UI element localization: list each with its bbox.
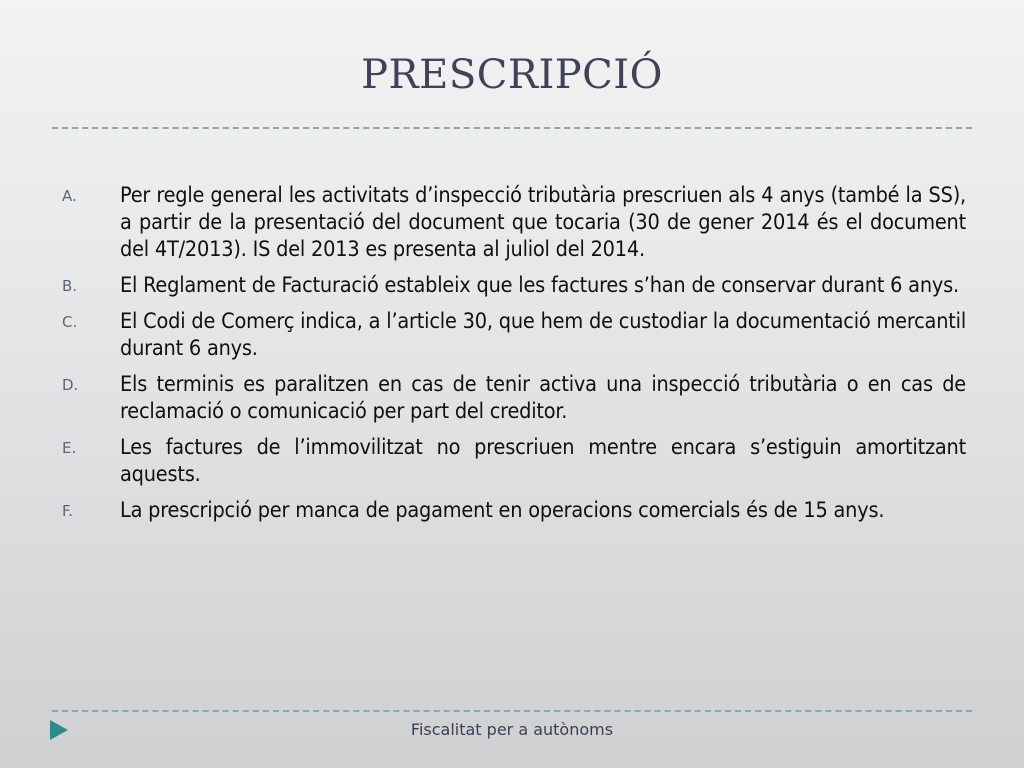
bullet-list: [54, 182, 966, 533]
list-item-text: El Reglament de Facturació estableix que les factures s’han de conservar durant 6 anys.: [120, 273, 959, 298]
footer-divider: [52, 710, 972, 712]
list-marker: B.: [62, 277, 78, 295]
list-item-e: [54, 434, 966, 488]
title-divider: [52, 127, 972, 129]
list-marker: C.: [62, 313, 78, 331]
list-marker: F.: [62, 502, 73, 520]
list-marker: E.: [62, 439, 77, 457]
list-item-text: Les factures de l’immovilitzat no prescriuen mentre encara s’estiguin amortitzant aquests.: [120, 435, 966, 487]
list-item-b: [54, 272, 966, 299]
list-item-a: [54, 182, 966, 263]
list-item-text: Els terminis es paralitzen en cas de tenir activa una inspecció tributària o en cas de reclamació o comunicació per part del creditor.: [120, 372, 966, 424]
list-item-f: [54, 497, 966, 524]
list-item-text: La prescripció per manca de pagament en operacions comercials és de 15 anys.: [120, 498, 885, 523]
slide-title: PRESCRIPCIÓ: [361, 52, 663, 98]
list-item-text: El Codi de Comerç indica, a l’article 30, que hem de custodiar la documentació mercantil durant 6 anys.: [120, 309, 966, 361]
list-marker: A.: [62, 187, 77, 205]
list-item-d: [54, 371, 966, 425]
footer-label: Fiscalitat per a autònoms: [410, 720, 614, 739]
list-item-c: [54, 308, 966, 362]
list-marker: D.: [62, 376, 79, 394]
list-item-text: Per regle general les activitats d’inspecció tributària prescriuen als 4 anys (també la SS), a partir de la presentació del document que tocaria (30 de gener 2014 és el document del 4T/2013). IS del 2013 es presenta al juliol del 2014.: [120, 183, 966, 262]
